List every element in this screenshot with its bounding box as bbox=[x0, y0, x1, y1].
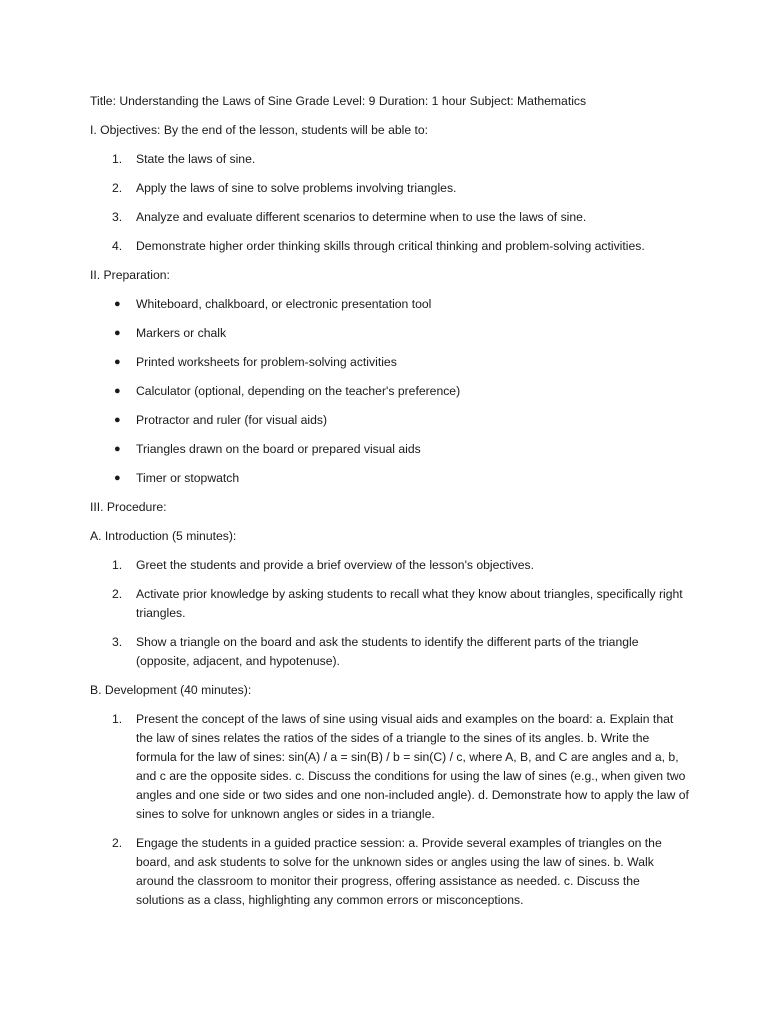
list-number: 2. bbox=[112, 181, 123, 195]
list-item bbox=[90, 179, 690, 198]
list-item bbox=[90, 556, 690, 575]
list-item bbox=[90, 710, 690, 824]
bullet-icon: ● bbox=[114, 472, 121, 484]
list-item bbox=[90, 469, 690, 488]
list-item bbox=[90, 295, 690, 314]
list-item-text: Demonstrate higher order thinking skills through critical thinking and problem-solving activities. bbox=[136, 239, 645, 253]
development-heading: B. Development (40 minutes): bbox=[90, 683, 252, 697]
bullet-icon: ● bbox=[114, 327, 121, 339]
bullet-icon: ● bbox=[114, 414, 121, 426]
list-item-text: Markers or chalk bbox=[136, 326, 227, 340]
list-number: 2. bbox=[112, 836, 123, 850]
list-item-text: Apply the laws of sine to solve problems involving triangles. bbox=[136, 181, 457, 195]
introduction-list bbox=[90, 556, 690, 671]
list-item-text: Greet the students and provide a brief overview of the lesson's objectives. bbox=[136, 558, 534, 572]
introduction-heading: A. Introduction (5 minutes): bbox=[90, 529, 237, 543]
list-item bbox=[90, 353, 690, 372]
list-item bbox=[90, 834, 690, 910]
bullet-icon: ● bbox=[114, 356, 121, 368]
list-item-text: Show a triangle on the board and ask the students to identify the different parts of the triangle (opposite, adjacent, and hypotenuse). bbox=[136, 635, 639, 668]
development-list bbox=[90, 710, 690, 910]
list-item-text: Analyze and evaluate different scenarios to determine when to use the laws of sine. bbox=[136, 210, 587, 224]
list-number: 1. bbox=[112, 712, 123, 726]
list-item bbox=[90, 237, 690, 256]
bullet-icon: ● bbox=[114, 385, 121, 397]
document-title-line: Title: Understanding the Laws of Sine Grade Level: 9 Duration: 1 hour Subject: Mathematics bbox=[90, 94, 587, 108]
list-item-text: Protractor and ruler (for visual aids) bbox=[136, 413, 328, 427]
list-item bbox=[90, 324, 690, 343]
list-number: 2. bbox=[112, 587, 123, 601]
preparation-list bbox=[90, 295, 690, 488]
list-item-text: Whiteboard, chalkboard, or electronic presentation tool bbox=[136, 297, 432, 311]
list-item bbox=[90, 382, 690, 401]
list-number: 1. bbox=[112, 558, 123, 572]
list-item bbox=[90, 208, 690, 227]
list-item bbox=[90, 633, 690, 671]
list-item-text: Present the concept of the laws of sine using visual aids and examples on the board: a. Explain that the law of sines relates the ratios of the sides of a triangle to the sines of its angles. b. Write the formula for the law of sines: sin(A) / a = sin(B) / b = sin(C) / c, where A, B, and C are angles and a, b, and c are the opposite sides. c. Discuss the conditions for using the law of sines (e.g., when given two angles and one side or two sides and one non-included angle). d. Demonstrate how to apply the law of sines to solve for unknown angles or sides in a triangle. bbox=[136, 712, 689, 821]
preparation-heading: II. Preparation: bbox=[90, 268, 170, 282]
list-item bbox=[90, 411, 690, 430]
list-item bbox=[90, 150, 690, 169]
list-item-text: Engage the students in a guided practice session: a. Provide several examples of triangles on the board, and ask students to solve for the unknown sides or angles using the law of sines. b. Walk around the classroom to monitor their progress, offering assistance as needed. c. Discuss the solutions as a class, highlighting any common errors or misconceptions. bbox=[136, 836, 662, 907]
list-item-text: Printed worksheets for problem-solving activities bbox=[136, 355, 397, 369]
list-number: 3. bbox=[112, 210, 123, 224]
procedure-heading: III. Procedure: bbox=[90, 500, 167, 514]
list-number: 3. bbox=[112, 635, 123, 649]
list-item-text: State the laws of sine. bbox=[136, 152, 256, 166]
list-number: 1. bbox=[112, 152, 123, 166]
list-item bbox=[90, 440, 690, 459]
objectives-list bbox=[90, 150, 690, 256]
list-item-text: Timer or stopwatch bbox=[136, 471, 240, 485]
list-item-text: Activate prior knowledge by asking students to recall what they know about triangles, specifically right triangles. bbox=[136, 587, 683, 620]
bullet-icon: ● bbox=[114, 298, 121, 310]
document-page bbox=[90, 92, 690, 920]
list-number: 4. bbox=[112, 239, 123, 253]
list-item-text: Triangles drawn on the board or prepared visual aids bbox=[136, 442, 421, 456]
objectives-heading: I. Objectives: By the end of the lesson, students will be able to: bbox=[90, 123, 429, 137]
list-item bbox=[90, 585, 690, 623]
list-item-text: Calculator (optional, depending on the teacher's preference) bbox=[136, 384, 461, 398]
bullet-icon: ● bbox=[114, 443, 121, 455]
